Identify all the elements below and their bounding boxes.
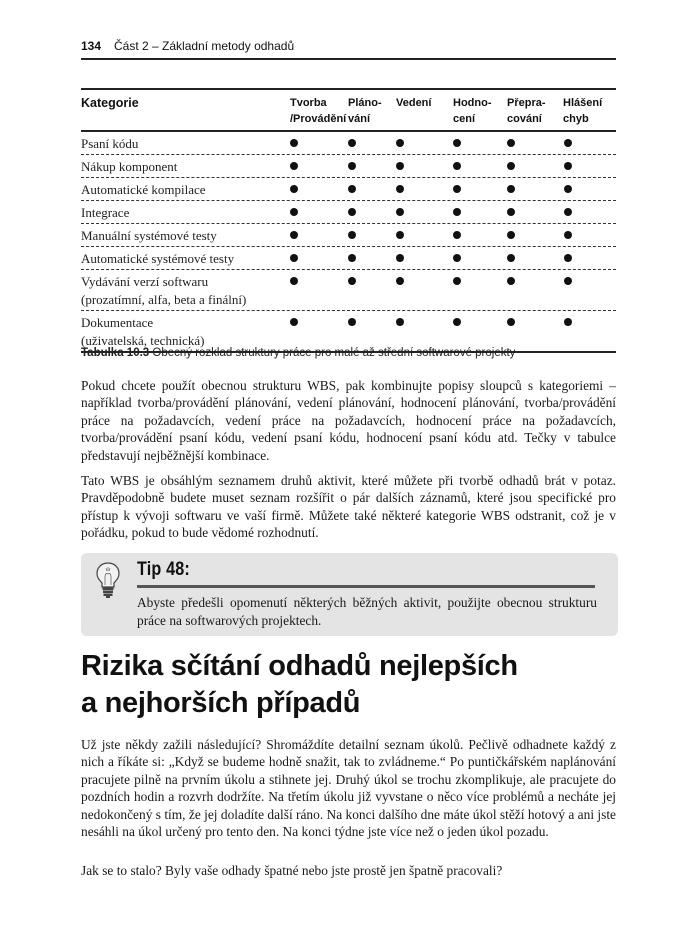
row-category-label: Dokumentace (uživatelská, technická) [81,315,205,348]
combination-dot [453,231,461,239]
combination-dot [564,185,572,193]
header-tvorba: Tvorba /Provádění [290,97,347,125]
table-row [81,132,616,155]
row-category-label: Vydávání verzí softwaru (prozatímní, alfa, beta a finální) [81,274,247,307]
table-row [81,178,616,201]
combination-dot [453,318,461,326]
combination-dot [564,139,572,147]
combination-dot [396,185,404,193]
table-row [81,270,616,311]
paragraph-wbs-list: Tato WBS je obsáhlým seznamem druhů aktivit, které můžete při tvorbě odhadů brát v potaz. Pravděpodobně budete muset seznam rozšířit o pár dalších záznamů, které jsou specifické pro přístup k vývoji softwaru ve vaší firmě. Můžete také některé kategorie WBS odstranit, což je v pořádku, pokud to bude vědomé rozhodnutí. [81,473,616,541]
combination-dot [507,277,515,285]
combination-dot [453,185,461,193]
row-category-label: Automatické systémové testy [81,251,235,266]
combination-dot [396,254,404,262]
paragraph-scenario: Už jste někdy zažili následující? Shromáždíte detailní seznam úkolů. Pečlivě odhadnete každý z nich a říkáte si: „Když se budeme hodně snažit, tak to zvládneme.“ Po puntičkářském naplánování pracujete pilně na prvním úkolu a stihnete jej. Druhý úkol se trochu zkomplikuje, ale pracujete do pozdních hodin a rozvrh dodržíte. Na třetím úkolu již vyvstane o něco více problémů a necháte jej nedokončený s tím, že jej doladíte další ráno. Na konci dalšího dne máte úkol stěží hotový a ani jste nesáhli na úkol určený pro tento den. Na konci týdne jste více než o jeden úkol pozadu. [81,737,616,840]
row-category-label: Nákup komponent [81,159,178,174]
lightbulb-icon [95,561,121,599]
combination-dot [507,162,515,170]
caption-text: Obecný rozklad struktury práce pro malé až střední softwarové projekty [149,347,516,359]
combination-dot [290,231,298,239]
combination-dot [396,318,404,326]
combination-dot [290,254,298,262]
combination-dot [290,277,298,285]
combination-dot [453,254,461,262]
combination-dot [348,162,356,170]
page-number: 134 [81,39,102,53]
wbs-table [81,88,616,353]
tip-title: Tip 48: [137,559,190,580]
combination-dot [396,162,404,170]
combination-dot [290,318,298,326]
section-heading-line-1: Rizika sčítání odhadů nejlepších [81,650,518,682]
combination-dot [348,231,356,239]
combination-dot [348,139,356,147]
row-category-label: Integrace [81,205,130,220]
table-row [81,224,616,247]
header-category: Kategorie [81,96,139,110]
table-row [81,247,616,270]
combination-dot [507,254,515,262]
combination-dot [564,318,572,326]
combination-dot [396,208,404,216]
header-planovani: Pláno- vání [348,97,382,125]
table-row [81,201,616,224]
combination-dot [348,185,356,193]
header-hodnoceni: Hodno- cení [453,97,492,125]
combination-dot [290,208,298,216]
combination-dot [507,231,515,239]
combination-dot [453,277,461,285]
tip-text: Abyste předešli opomenutí některých běžných aktivit, použijte obecnou strukturu práce na softwarových projektech. [137,595,597,628]
running-head [81,36,616,60]
combination-dot [348,318,356,326]
combination-dot [453,208,461,216]
header-hlaseni-chyb: Hlášení chyb [563,97,603,125]
table-header [81,88,616,132]
paragraph-wbs-combinations: Pokud chcete použít obecnou strukturu WBS, pak kombinujte popisy sloupců s kategoriemi – například tvorba/provádění plánování, vedení plánování, hodnocení plánování, tvorba/provádění práce na požadavcích, vedení práce na požadavcích, hodnocení práce na požadavcích, tvorba/provádění psaní kódu, vedení psaní kódu, hodnocení psaní kódu atd. Tečky v tabulce představují nejběžnější kombinace. [81,378,616,463]
combination-dot [507,185,515,193]
part-title: Část 2 – Základní metody odhadů [114,39,295,53]
combination-dot [396,139,404,147]
combination-dot [348,254,356,262]
combination-dot [507,139,515,147]
combination-dot [290,185,298,193]
row-category-label: Manuální systémové testy [81,228,217,243]
paragraph-question: Jak se to stalo? Byly vaše odhady špatné nebo jste prostě jen špatně pracovali? [81,863,503,878]
tip-divider [137,585,595,588]
header-prepracovani: Přepra- cování [507,97,546,125]
section-heading [81,648,641,722]
combination-dot [348,208,356,216]
section-heading-line-2: a nejhorších případů [81,687,361,719]
table-caption [81,347,515,359]
table-body [81,132,616,353]
combination-dot [564,231,572,239]
combination-dot [396,231,404,239]
combination-dot [564,208,572,216]
combination-dot [507,208,515,216]
row-category-label: Psaní kódu [81,136,139,151]
combination-dot [290,139,298,147]
combination-dot [396,277,404,285]
tip-box [81,553,618,636]
row-category-label: Automatické kompilace [81,182,206,197]
combination-dot [453,162,461,170]
table-row [81,155,616,178]
combination-dot [507,318,515,326]
combination-dot [564,254,572,262]
combination-dot [453,139,461,147]
combination-dot [564,162,572,170]
combination-dot [348,277,356,285]
combination-dot [290,162,298,170]
caption-label: Tabulka 10.3 [81,347,150,359]
header-vedeni: Vedení [396,97,432,109]
combination-dot [564,277,572,285]
